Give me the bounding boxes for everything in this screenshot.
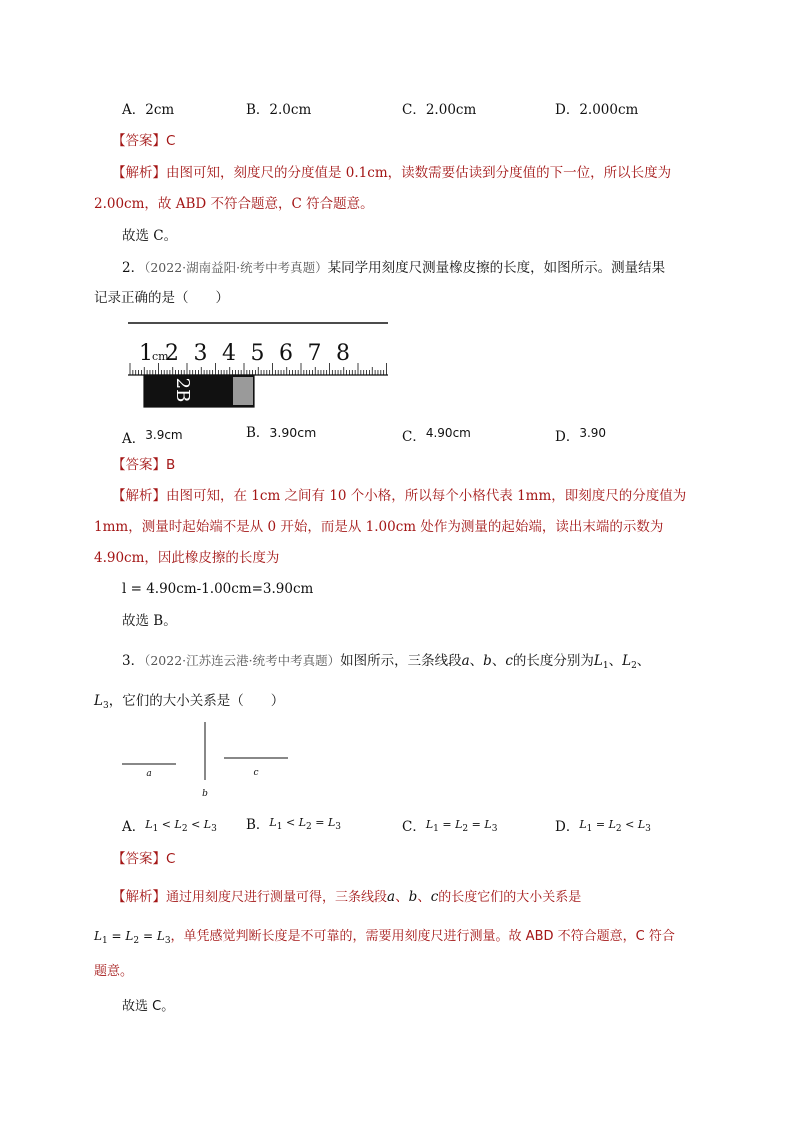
ruler-figure (120, 316, 395, 411)
ruler-number-8: 8 (336, 341, 350, 366)
q2-option-a: A．3.9cm (122, 428, 183, 447)
q3-analysis-cont: $L_1 = L_2 = L_3$，单凭感觉判断长度是不可靠的，需要用刻度尺进行测量。故 ABD 不符合题意，C 符合 (94, 929, 675, 946)
ruler-number-1: 1 (139, 341, 153, 366)
eraser-sleeve (233, 377, 253, 405)
q2-analysis-cont2: 4.90cm，因此橡皮擦的长度为 (94, 550, 280, 566)
q2-option-d: D．3.90 (555, 426, 607, 445)
q2-option-c: C．4.90cm (402, 426, 471, 445)
q3-option-d: D．$^{L_1 = L_2 < L_3}$ (555, 818, 651, 835)
q3-analysis-end: 题意。 (94, 964, 134, 979)
q3-option-a: A．$^{L_1 < L_2 < L_3}$ (122, 818, 217, 835)
segment-b-label: b (202, 789, 208, 799)
q2-choose: 故选 B。 (122, 613, 177, 629)
q2-stem-cont: 记录正确的是（ ） (94, 290, 229, 306)
q3-option-b: B．$^{L_1 < L_2 = L_3}$ (246, 816, 341, 833)
ruler-number-4: 4 (222, 341, 236, 366)
eraser-label: 2B (172, 377, 193, 403)
ruler-numbers (165, 341, 350, 366)
ruler-number-5: 5 (250, 341, 265, 366)
q2-formula: l = 4.90cm-1.00cm=3.90cm (122, 581, 314, 597)
ruler-number-7: 7 (307, 341, 322, 366)
ruler-number-3: 3 (193, 341, 208, 366)
q3-choose: 故选 C。 (122, 999, 175, 1014)
q1-choose: 故选 C。 (122, 228, 178, 244)
q2-analysis: 【解析】由图可知，在 1cm 之间有 10 个小格，所以每个小格代表 1mm，即刻度尺的分度值为 (112, 488, 687, 504)
q3-stem: 3．（2022·江苏连云港·统考中考真题）如图所示，三条线段a、b、c的长度分别为$L_1$、$L_2$、 (122, 653, 651, 671)
q2-option-b: B．3.90cm (246, 425, 317, 441)
q1-option-b: B．2.0cm (246, 102, 312, 118)
q2-analysis-cont1: 1mm，测量时起始端不是从 0 开始，而是从 1.00cm 处作为测量的起始端，读出末端的示数为 (94, 519, 664, 535)
q1-analysis-cont: 2.00cm，故 ABD 不符合题意，C 符合题意。 (94, 196, 374, 212)
q3-stem-cont: $L_3$，它们的大小关系是（ ） (94, 693, 285, 711)
q1-option-d: D．2.000cm (555, 102, 639, 118)
q3-option-c: C．$^{L_1 = L_2 = L_3}$ (402, 818, 498, 835)
segments-figure (118, 720, 298, 802)
q1-option-c: C．2.00cm (402, 102, 477, 118)
ruler-unit-label: cm (152, 350, 169, 363)
ruler-number-2: 2 (165, 341, 179, 366)
q3-answer: 【答案】C (112, 851, 176, 867)
q3-analysis: 【解析】通过用刻度尺进行测量可得，三条线段a、b、c的长度它们的大小关系是 (112, 889, 582, 905)
q1-answer: 【答案】C (112, 133, 176, 149)
q1-option-a: A．2cm (122, 102, 175, 118)
segment-c-label: c (253, 768, 259, 778)
q2-answer: 【答案】B (112, 457, 176, 473)
q1-analysis: 【解析】由图可知，刻度尺的分度值是 0.1cm，读数需要估读到分度值的下一位，所以长度为 (112, 165, 672, 181)
ruler-number-6: 6 (279, 341, 293, 366)
segment-a-label: a (146, 769, 152, 779)
q2-stem: 2．（2022·湖南益阳·统考中考真题）某同学用刻度尺测量橡皮擦的长度，如图所示。测量结果 (122, 260, 666, 276)
